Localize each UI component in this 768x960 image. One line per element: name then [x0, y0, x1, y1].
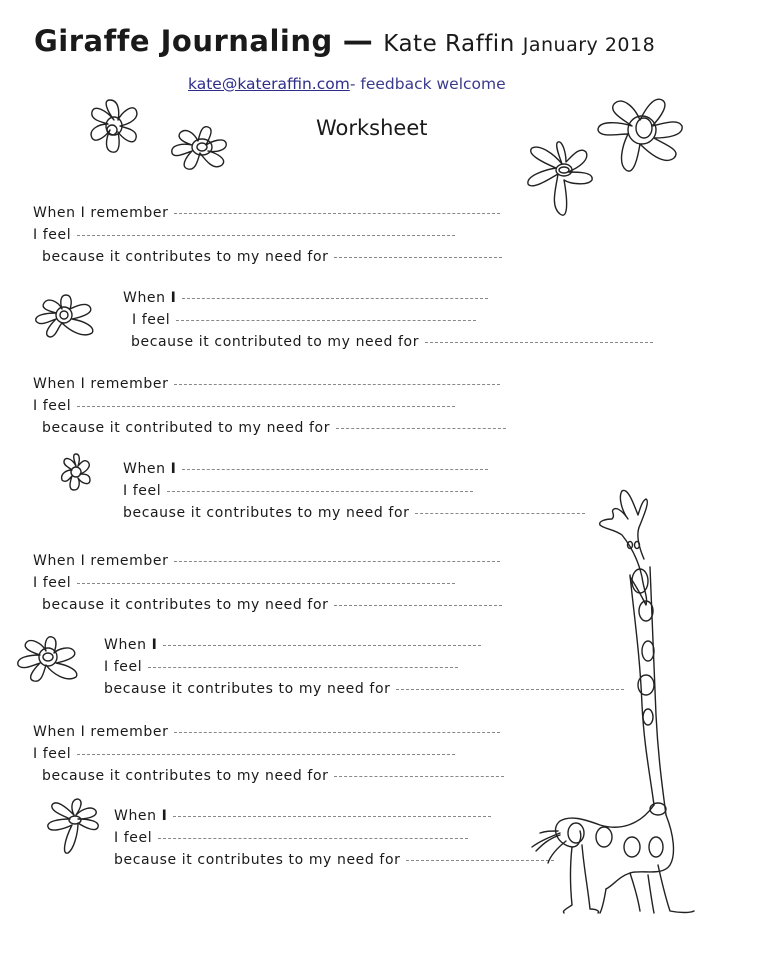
prompt-label: When I remember	[33, 376, 169, 392]
fill-line[interactable]	[173, 815, 491, 817]
prompt-label: I feel	[33, 398, 72, 414]
flower-icon	[58, 452, 94, 492]
entry-block-remember-4	[33, 721, 504, 787]
flower-icon	[32, 293, 98, 339]
prompt-label: When I remember	[33, 205, 169, 221]
prompt-label-i: I	[151, 637, 158, 653]
prompt-label: When I remember	[33, 724, 169, 740]
feedback-text: - feedback welcome	[349, 75, 506, 93]
fill-line[interactable]	[163, 644, 481, 646]
entry-block-when-2	[123, 458, 585, 524]
giraffe-drawing	[530, 485, 710, 915]
fill-line[interactable]	[336, 427, 506, 429]
prompt-label: When	[114, 808, 162, 824]
fill-line[interactable]	[77, 753, 455, 755]
fill-line[interactable]	[174, 212, 500, 214]
prompt-label: I feel	[123, 483, 162, 499]
fill-line[interactable]	[174, 731, 500, 733]
fill-line[interactable]	[77, 234, 455, 236]
prompt-label: I feel	[33, 746, 72, 762]
flower-icon	[520, 132, 602, 222]
prompt-label: because it contributes to my need for	[42, 249, 329, 265]
prompt-label-i: I	[161, 808, 168, 824]
prompt-label: When	[123, 290, 171, 306]
entry-block-remember-3	[33, 550, 502, 616]
flower-icon	[44, 797, 104, 859]
title-dash: —	[342, 24, 374, 59]
fill-line[interactable]	[77, 582, 455, 584]
prompt-label: because it contributed to my need for	[131, 334, 420, 350]
title-date: January 2018	[522, 34, 656, 56]
entry-block-when-4	[114, 805, 554, 871]
page-title	[34, 24, 655, 59]
fill-line[interactable]	[182, 297, 488, 299]
fill-line[interactable]	[158, 837, 468, 839]
prompt-label: because it contributed to my need for	[42, 420, 331, 436]
fill-line[interactable]	[425, 341, 653, 343]
fill-line[interactable]	[334, 775, 504, 777]
prompt-label: because it contributes to my need for	[42, 597, 329, 613]
entry-block-remember-1	[33, 202, 502, 268]
prompt-label-i: I	[170, 290, 177, 306]
fill-line[interactable]	[176, 319, 476, 321]
flower-icon	[84, 98, 144, 160]
prompt-label: because it contributes to my need for	[42, 768, 329, 784]
prompt-label: I feel	[33, 227, 72, 243]
fill-line[interactable]	[334, 256, 502, 258]
prompt-label: I feel	[33, 575, 72, 591]
fill-line[interactable]	[334, 604, 502, 606]
author-name: Kate Raffin	[383, 31, 515, 57]
prompt-label: When	[104, 637, 152, 653]
prompt-label: I feel	[132, 312, 171, 328]
fill-line[interactable]	[174, 383, 500, 385]
prompt-label: When	[123, 461, 171, 477]
worksheet-heading: Worksheet	[316, 116, 428, 140]
flower-icon	[14, 635, 82, 685]
fill-line[interactable]	[167, 490, 473, 492]
prompt-label: I feel	[104, 659, 143, 675]
entry-block-when-1	[123, 287, 653, 353]
flower-icon	[594, 94, 688, 180]
fill-line[interactable]	[148, 666, 458, 668]
fill-line[interactable]	[174, 560, 500, 562]
email-link[interactable]: kate@kateraffin.com	[188, 75, 350, 93]
prompt-label: When I remember	[33, 553, 169, 569]
contact-line	[188, 75, 506, 93]
prompt-label-i: I	[170, 461, 177, 477]
title-main: Giraffe Journaling	[34, 24, 333, 58]
fill-line[interactable]	[182, 468, 488, 470]
flower-icon	[166, 123, 236, 173]
prompt-label: because it contributes to my need for	[123, 505, 410, 521]
prompt-label: because it contributes to my need for	[104, 681, 391, 697]
prompt-label: because it contributes to my need for	[114, 852, 401, 868]
entry-block-remember-2	[33, 373, 506, 439]
fill-line[interactable]	[77, 405, 455, 407]
prompt-label: I feel	[114, 830, 153, 846]
